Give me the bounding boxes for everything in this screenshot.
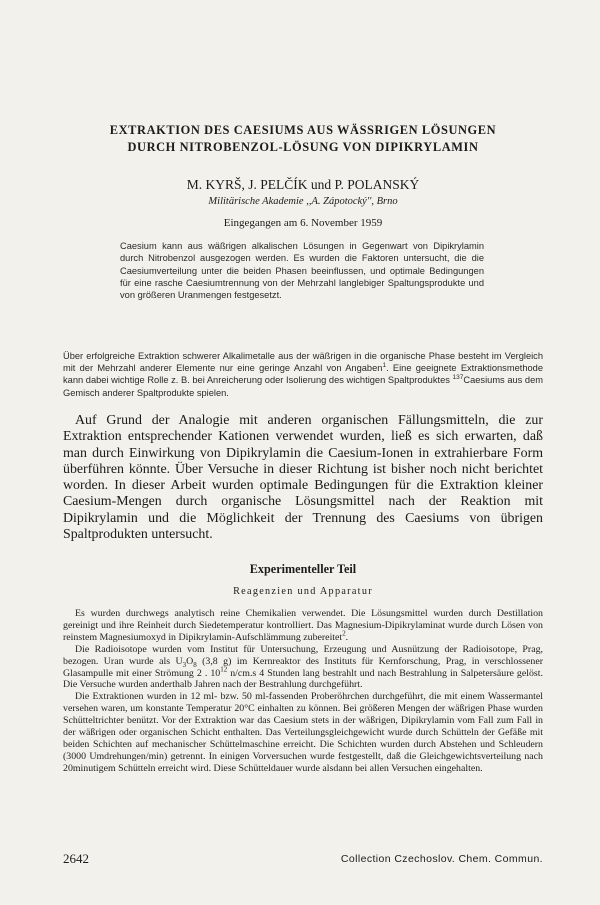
body-p2-text-d: n/cm.s 4 Stunden lang bestrahlt und nach Bestrahlung in Salpetersäure gelöst. Die Versuche wurden anderthalb Jahren nach der Bestrahlung durchgeführt. <box>63 667 543 691</box>
abstract-text: Caesium kann aus wäßrigen alkalischen Lösungen in Gegenwart von Dipikrylamin durch Nitrobenzol ausgezogen werden. Es wurden die Faktoren untersucht, die die Caesiumverteilung unter die beiden Phasen beeinflussen, und optimale Bedingungen für eine rasche Caesiumtrennung von der Mehrzahl langlebiger Spaltungsprodukte und von größeren Uranmengen festgesetzt. <box>120 241 484 301</box>
isotope-mass-number: 137 <box>452 374 464 382</box>
intro-paragraph-large <box>63 413 543 543</box>
body-paragraph-2 <box>63 644 543 692</box>
intro-paragraph-small <box>63 350 543 399</box>
received-date: Eingegangen am 6. November 1959 <box>223 217 383 229</box>
author-list: M. KYRŠ, J. PELČÍK und P. POLANSKÝ <box>186 177 420 192</box>
reference-1: 1 <box>382 362 387 370</box>
body-text <box>63 608 543 775</box>
intro-large-text: Auf Grund der Analogie mit anderen organischen Fällungsmitteln, die zur Extraktion entsprechender Kationen verwendet wurden, ließ es sich erwarten, daß man durch Einwirkung von Dipikrylamin die Caesium-Ionen in extrahierbare Form überführen könnte. Über Versuche in dieser Richtung ist bisher noch nicht berichtet worden. In dieser Arbeit wurden optimale Bedingungen für die Extraktion kleiner Caesium-Mengen durch organische Lösungsmittel nach der Reaktion mit Dipikrylamin und die Möglichkeit der Trennung des Caesiums von übrigen Spaltprodukten untersucht. <box>63 413 543 543</box>
affiliation: Militärische Akademie ,,A. Zápotocký'', Brno <box>208 196 398 207</box>
page-number: 2642 <box>63 851 89 866</box>
journal-name: Collection Czechoslov. Chem. Commun. <box>340 853 543 865</box>
title-line-1: EXTRAKTION DES CAESIUMS AUS WÄSSRIGEN LÖSUNGEN <box>109 123 497 137</box>
intro-small-part-2: . Eine geeignete Extraktionsmethode kann dabei wichtige Rolle z. B. bei Anreicherung oder Isolierung des wichtigen Spaltproduktes <box>63 363 544 386</box>
title-line-2: DURCH NITROBENZOL-LÖSUNG VON DIPIKRYLAMIN <box>127 140 479 154</box>
body-paragraph-3: Die Extraktionen wurden in 12 ml- bzw. 50 ml-fassenden Proberöhrchen durchgeführt, die mit einem Wassermantel versehen waren, um konstante Temperatur 20°C einhalten zu können. Bei größeren Mengen der wäßrigen Phase wurden Schütteltrichter benützt. Vor der Extraktion war das Caesium stets in der wäßrigen, Dipikrylamin vom Fall zum Fall in der wäßrigen oder organischen Schicht enthalten. Das Verteilungsgleichgewicht wurde durch Schütteln der Gefäße mit beiden Schichten auf mechanischer Schüttelmaschine erreicht. Die Schichten wurden durch Abstehen und Schleudern (3000 Umdrehungen/min) getrennt. In einigen Vorversuchen wurde festgestellt, daß die Gleichgewichtsverteilung nach 20minutigem Schütteln erreicht wird. Diese Schütteldauer wurde alsdann bei allen Versuchen eingehalten. <box>63 691 543 774</box>
abstract <box>120 240 484 301</box>
oxygen-subscript: 8 <box>193 661 197 669</box>
subsection-heading: Reagenzien und Apparatur <box>233 586 373 597</box>
section-heading: Experimenteller Teil <box>249 562 357 576</box>
intro-small-part-3: Caesiums aus dem Gemisch anderer Spaltprodukte spielen. <box>63 375 544 398</box>
body-p2-text-a: Die Radioisotope wurden vom Institut für Untersuchung, Erzeugung und Ausnützung der Radioisotope, Prag, bezogen. Uran wurde als U <box>63 643 543 667</box>
reference-2: 2 <box>342 630 346 638</box>
uranium-subscript: 3 <box>182 661 187 669</box>
body-p2-text-c: (3,8 g) im Kernreaktor des Instituts für Kernforschung, Prag, in verschlossener Glasampulle mit einer Strömung 2 . 10 <box>63 655 543 679</box>
article-title <box>63 122 543 156</box>
flux-exponent: 12 <box>220 666 228 674</box>
body-p2-text-b: O <box>186 655 194 667</box>
body-p1-text: Es wurden durchwegs analytisch reine Chemikalien verwendet. Die Lösungsmittel wurden durch Destillation gereinigt und ihre Reinheit durch Siedetemperatur kontrolliert. Das Magnesium-Dipikrylaminat wurde durch Lösen von reinstem Magnesiumoxyd in Dipikrylamin-Aufschlämmung zubereitet <box>63 608 543 643</box>
intro-small-part-1: Über erfolgreiche Extraktion schwerer Alkalimetalle aus der wäßrigen in die organische Phase besteht im Vergleich mit der Mehrzahl anderer Elemente nur eine geringe Anzahl von Angaben <box>63 351 543 374</box>
body-paragraph-1 <box>63 608 543 644</box>
body-p1-end: . <box>345 631 349 643</box>
